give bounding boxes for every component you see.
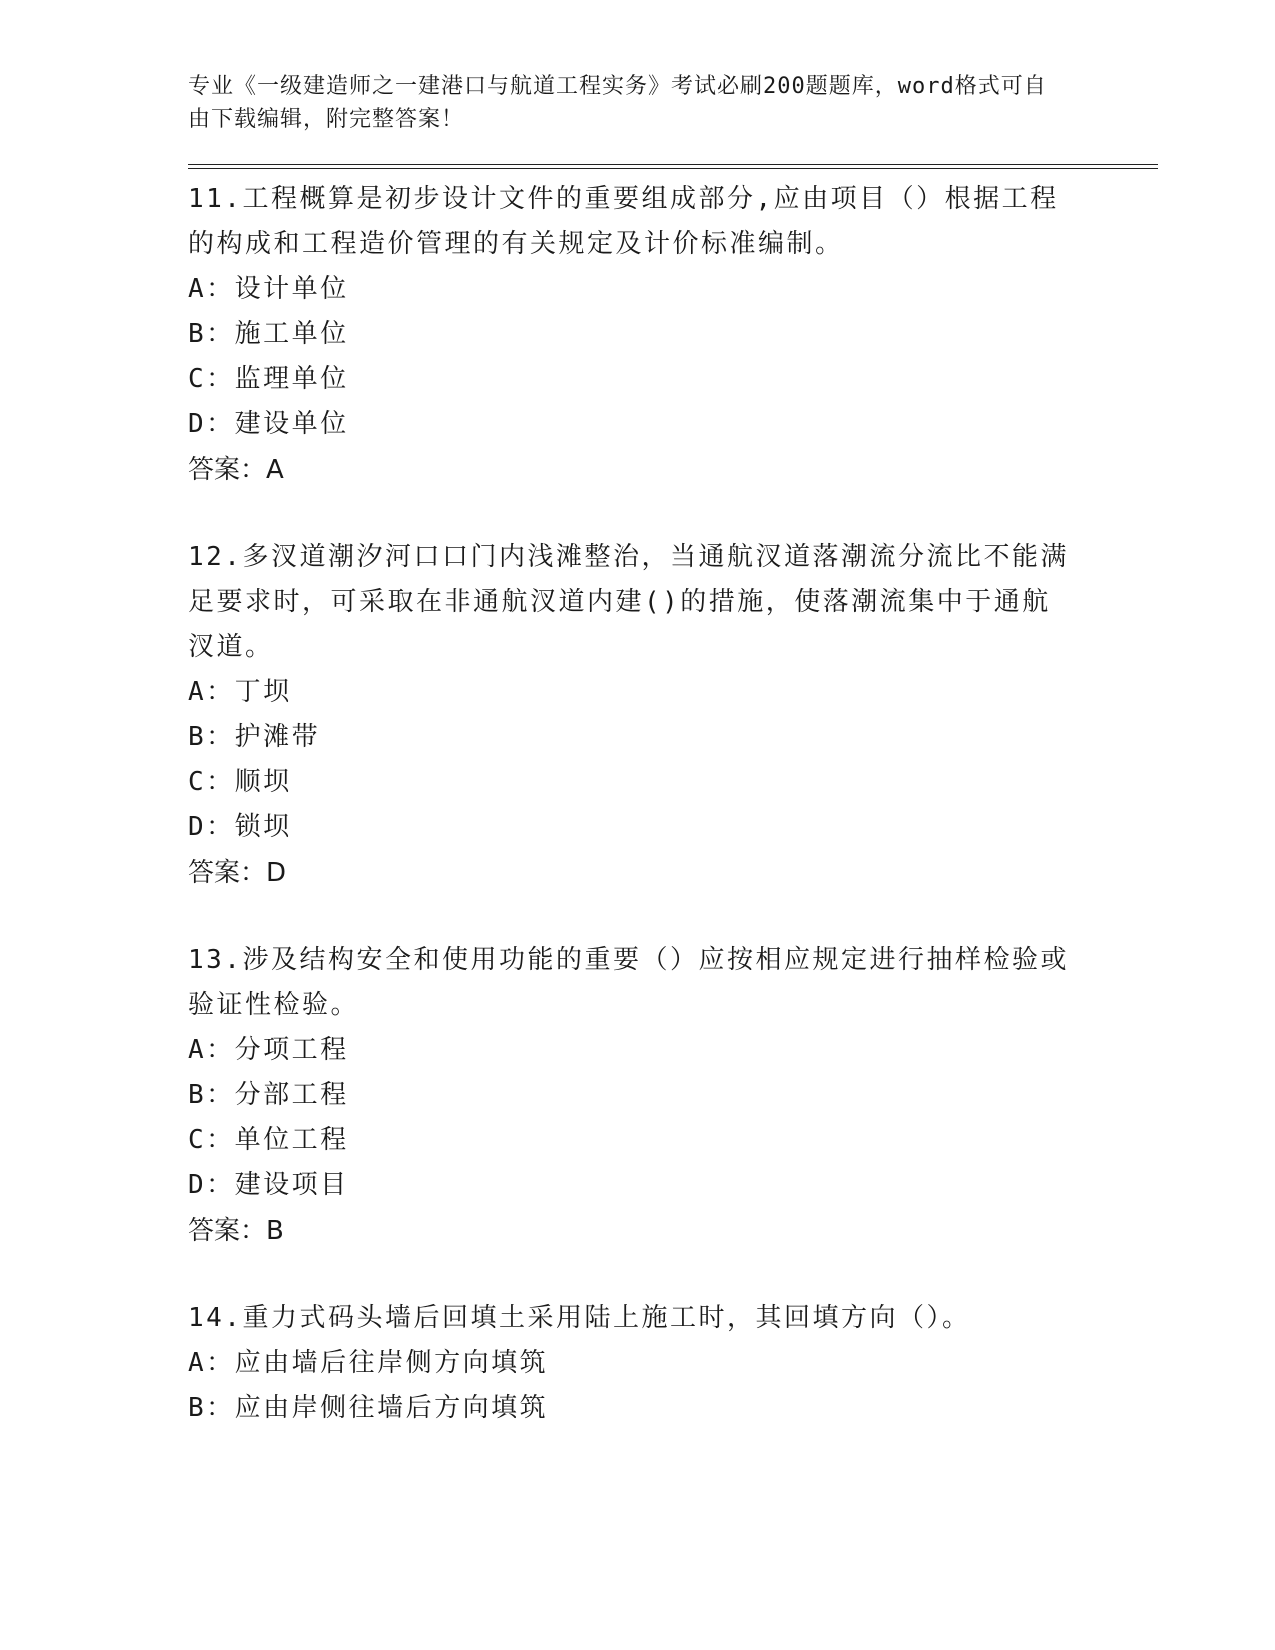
- option-c: C：监理单位: [188, 364, 349, 394]
- answer-line: 答案：D: [188, 858, 287, 888]
- answer-line: 答案：A: [188, 455, 284, 485]
- question-13: [188, 938, 1158, 1254]
- question-stem: 14.重力式码头墙后回填土采用陆上施工时，其回填方向（）。: [188, 1303, 971, 1333]
- document-header: 专业《一级建造师之一建港口与航道工程实务》考试必刷200题题库，word格式可自由下载编辑，附完整答案！: [188, 74, 1047, 132]
- option-b: B：分部工程: [188, 1080, 349, 1110]
- option-a: A：应由墙后往岸侧方向填筑: [188, 1348, 549, 1378]
- question-14: [188, 1296, 1158, 1431]
- option-a: A：分项工程: [188, 1035, 349, 1065]
- option-d: D：锁坝: [188, 812, 292, 842]
- option-b: B：护滩带: [188, 722, 321, 752]
- document-page: [188, 70, 1158, 1473]
- option-c: C：顺坝: [188, 767, 292, 797]
- option-a: A：丁坝: [188, 677, 292, 707]
- option-b: B：施工单位: [188, 319, 349, 349]
- answer-line: 答案：B: [188, 1216, 284, 1246]
- question-stem: 12.多汊道潮汐河口口门内浅滩整治，当通航汊道落潮流分流比不能满足要求时，可采取在非通航汊道内建()的措施，使落潮流集中于通航汊道。: [188, 542, 1069, 662]
- question-stem: 13.涉及结构安全和使用功能的重要（）应按相应规定进行抽样检验或验证性检验。: [188, 945, 1069, 1020]
- option-b: B：应由岸侧往墙后方向填筑: [188, 1393, 549, 1423]
- option-a: A：设计单位: [188, 274, 349, 304]
- option-d: D：建设单位: [188, 409, 349, 439]
- question-stem: 11.工程概算是初步设计文件的重要组成部分,应由项目（）根据工程的构成和工程造价管理的有关规定及计价标准编制。: [188, 184, 1059, 259]
- option-d: D：建设项目: [188, 1170, 349, 1200]
- option-c: C：单位工程: [188, 1125, 349, 1155]
- header-divider: [188, 164, 1158, 169]
- question-list: [188, 177, 1158, 1431]
- question-11: [188, 177, 1158, 493]
- question-12: [188, 535, 1158, 896]
